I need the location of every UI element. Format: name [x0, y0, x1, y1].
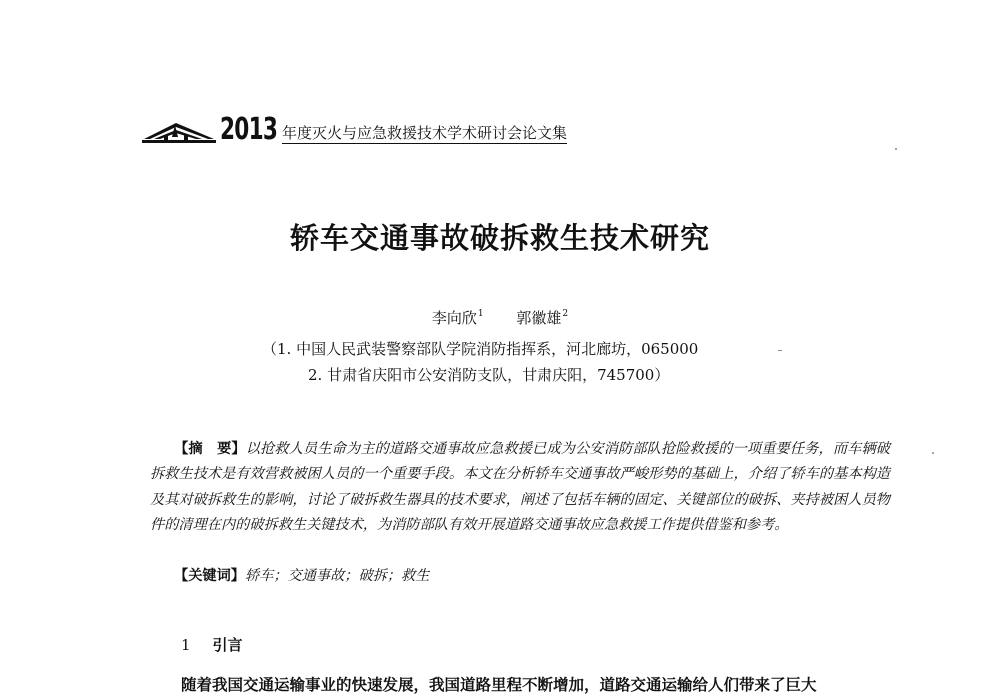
author-name: 李向欣	[431, 309, 477, 327]
affiliation-2: 2. 甘肃省庆阳市公安消防支队，甘肃庆阳，745700）	[308, 366, 670, 384]
affiliation-1: （1. 中国人民武装警察部队学院消防指挥系，河北廊坊，065000	[262, 340, 699, 358]
author-1	[432, 303, 484, 329]
keywords-text: 轿车；交通事故；破拆；救生	[244, 568, 430, 584]
scan-speck	[895, 148, 897, 150]
proceedings-title: 年度灭火与应急救援技术学术研讨会论文集	[282, 124, 568, 142]
author-list	[0, 303, 1000, 329]
abstract-label: 【摘 要】	[174, 441, 246, 457]
body-paragraph: 随着我国交通运输事业的快速发展，我国道路里程不断增加，道路交通运输给人们带来了巨大	[181, 675, 817, 694]
abstract	[150, 437, 890, 539]
author-2	[516, 303, 568, 329]
author-affiliation-mark: 1	[477, 309, 484, 319]
section-number: 1	[181, 636, 191, 654]
paper-title: 轿车交通事故破拆救生技术研究	[289, 221, 710, 255]
proceedings-header	[142, 113, 567, 145]
conference-logo-icon	[142, 113, 216, 145]
scan-speck	[778, 350, 782, 351]
keywords-label: 【关键词】	[174, 568, 245, 584]
scan-speck	[932, 452, 934, 454]
author-affiliation-mark: 2	[562, 309, 569, 319]
section-heading	[181, 634, 243, 656]
author-name: 郭徽雄	[516, 309, 562, 327]
abstract-text: 以抢救人员生命为主的道路交通事故应急救援已成为公安消防部队抢险救援的一项重要任务，而车辆破拆救生技术是有效营救被困人员的一个重要手段。本文在分析轿车交通事故严峻形势的基础上，介绍了轿车的基本构造及其对破拆救生的影响，讨论了破拆救生器具的技术要求，阐述了包括车辆的固定、关键部位的破拆、夹持被困人员物件的清理在内的破拆救生关键技术，为消防部队有效开展道路交通事故应急救援工作提供借鉴和参考。	[150, 441, 890, 534]
section-title: 引言	[212, 636, 243, 654]
header-year: 2013	[220, 112, 278, 147]
keywords	[174, 564, 429, 589]
